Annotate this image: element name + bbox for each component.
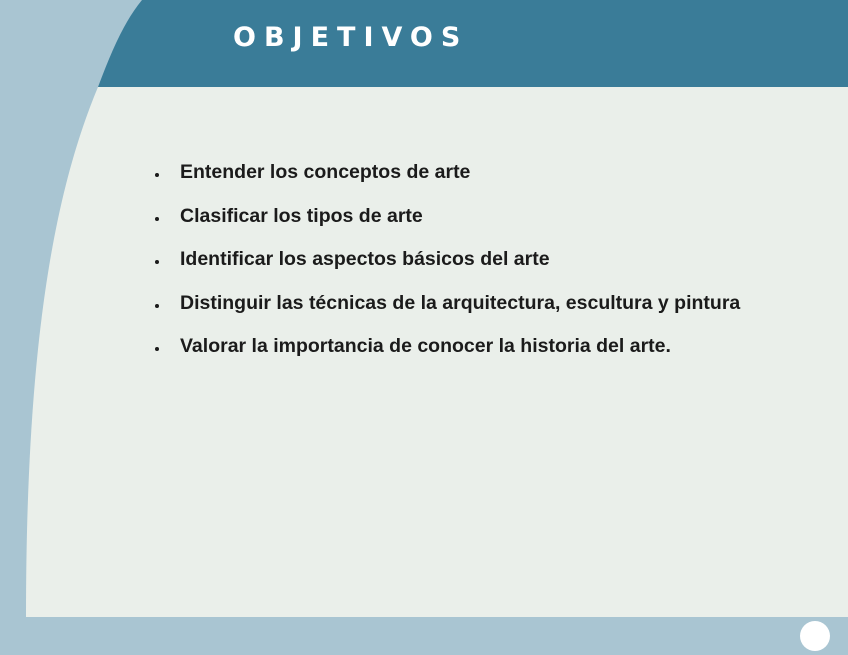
slide-title: OBJETIVOS xyxy=(233,22,469,53)
objectives-list xyxy=(180,154,740,372)
objective-text: Clasificar los tipos de arte xyxy=(180,204,423,227)
page-marker-circle xyxy=(800,621,830,651)
list-item xyxy=(180,328,740,372)
bullet-icon xyxy=(155,217,159,221)
list-item xyxy=(180,285,740,329)
bullet-icon xyxy=(155,304,159,308)
list-item xyxy=(180,198,740,242)
objective-text: Identificar los aspectos básicos del arte xyxy=(180,248,550,270)
bullet-icon xyxy=(155,173,159,177)
objective-text: Distinguir las técnicas de la arquitectura, escultura y pintura xyxy=(180,291,741,314)
bullet-icon xyxy=(155,347,159,351)
list-item xyxy=(180,154,740,198)
bullet-icon xyxy=(155,260,159,264)
list-item xyxy=(180,241,740,285)
objective-text: Entender los conceptos de arte xyxy=(180,161,471,183)
header-band xyxy=(98,0,848,87)
objective-text: Valorar la importancia de conocer la historia del arte. xyxy=(180,335,671,357)
